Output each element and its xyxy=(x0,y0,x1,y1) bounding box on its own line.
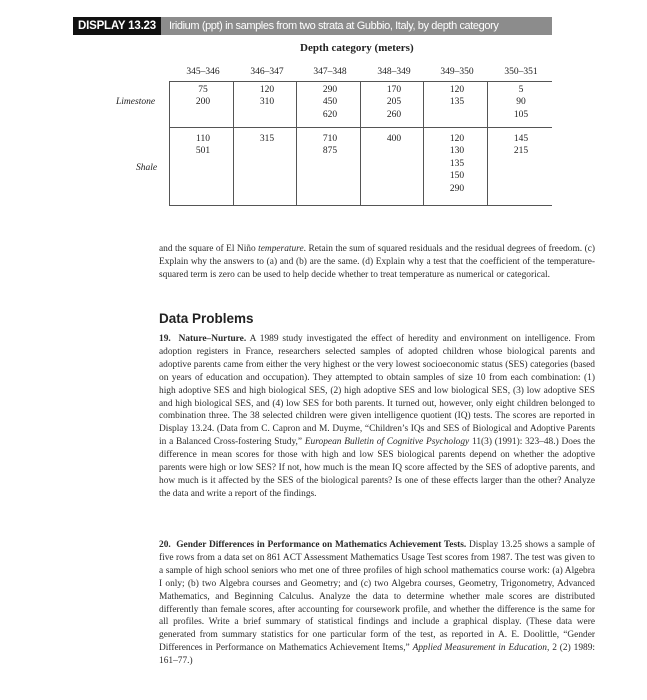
table-cell: 315 xyxy=(259,134,275,144)
column-rule xyxy=(296,81,297,205)
column-header: 348–349 xyxy=(377,67,411,77)
table-cell: 145 215 xyxy=(513,134,529,157)
column-header: 346–347 xyxy=(250,67,284,77)
row-label-limestone: Limestone xyxy=(116,97,156,107)
display-header xyxy=(73,17,552,35)
table-cell: 5 90 105 xyxy=(513,85,529,120)
column-rule xyxy=(423,81,424,205)
intro-paragraph: and the square of El Niño temperature. Retain the sum of squared residuals and the residual degrees of freedom. (c) Explain why the answers to (a) and (b) are the same. (d) Explain why a test that the coefficient of the temperature-squared term is zero can be used to help decide whether to treat temperature as numerical or categorical. xyxy=(159,244,595,280)
display-label: DISPLAY 13.23 xyxy=(73,17,161,35)
column-rule xyxy=(487,81,488,205)
section-title: Data Problems xyxy=(159,311,254,326)
column-rule xyxy=(360,81,361,205)
table-cell: 290 450 620 xyxy=(322,85,338,120)
table-cell: 400 xyxy=(386,134,402,144)
column-rule xyxy=(169,81,170,205)
table-cell: 120 130 135 150 290 xyxy=(449,134,465,194)
table-bottom-rule xyxy=(169,205,552,206)
depth-category-title: Depth category (meters) xyxy=(300,42,414,54)
table-cell: 75 200 xyxy=(195,85,211,108)
column-header: 345–346 xyxy=(186,67,220,77)
column-headers xyxy=(73,67,552,81)
table-cell: 110 501 xyxy=(195,134,211,157)
column-header: 347–348 xyxy=(313,67,347,77)
display-caption: Iridium (ppt) in samples from two strata at Gubbio, Italy, by depth category xyxy=(161,17,552,35)
problem-19: 19. Nature–Nurture. A 1989 study investigated the effect of heredity and environment on intelligence. From adoption registers in France, researchers selected samples of adopted children whose biological parents and adoptive parents came from either the very highest or the very lowest socioeconomic status (SES) categories (based on years of education and occupation). They attempted to obtain samples of size 10 from each combination: (1) high adoptive SES and high biological SES, (2) high adoptive SES and low biological SES, (3) low adoptive SES and high biological SES, and (4) low SES for both parents. It turned out, however, only eight children belonged to combination three. The 38 selected children were given intelligence quotient (IQ) tests. The scores are reported in Display 13.24. (Data from C. Capron and M. Duyme, “Children’s IQs and SES of Biological and Adoptive Parents in a Balanced Cross-fostering Study,” European Bulletin of Cognitive Psychology 11(3) (1991): 323–48.) Does the difference in mean scores for those with high and low SES biological parents depend on whether the adoptive parents were high or low SES? If not, how much is the mean IQ score affected by the SES of adoptive parents, and how much is it affected by the SES of the biological parents? Is one of these effects larger than the other? Analyze the data and write a report of the findings. xyxy=(159,334,596,499)
column-header: 349–350 xyxy=(440,67,474,77)
column-rule xyxy=(233,81,234,205)
problem-20: 20. Gender Differences in Performance on Mathematics Achievement Tests. Display 13.25 shows a sample of five rows from a data set on 861 ACT Assessment Mathematics Usage Test scores from 1987. The test was given to a sample of high school seniors who met one of three profiles of high school mathematics course work: (a) Algebra I only; (b) two Algebra courses and Geometry; and (c) two Algebra courses, Geometry, Trigonometry, Advanced Mathematics, and Beginning Calculus. Analyze the data to determine whether male scores are distributed differently than female scores, after accounting for coursework profile, and whether the difference is the same for all profiles. Write a brief summary of statistical findings and include a graphical display. (These data were generated from summary statistics for one particular form of the test, as reported in A. E. Doolittle, “Gender Differences in Performance on Mathematics Achievement Items,” Applied Measurement in Education, 2 (2) 1989: 161–77.) xyxy=(159,540,595,667)
table-cell: 710 875 xyxy=(322,134,338,157)
table-cell: 120 135 xyxy=(449,85,465,108)
row-label-shale: Shale xyxy=(136,163,158,173)
column-header: 350–351 xyxy=(504,67,538,77)
table-cell: 120 310 xyxy=(259,85,275,108)
table-cell: 170 205 260 xyxy=(386,85,402,120)
